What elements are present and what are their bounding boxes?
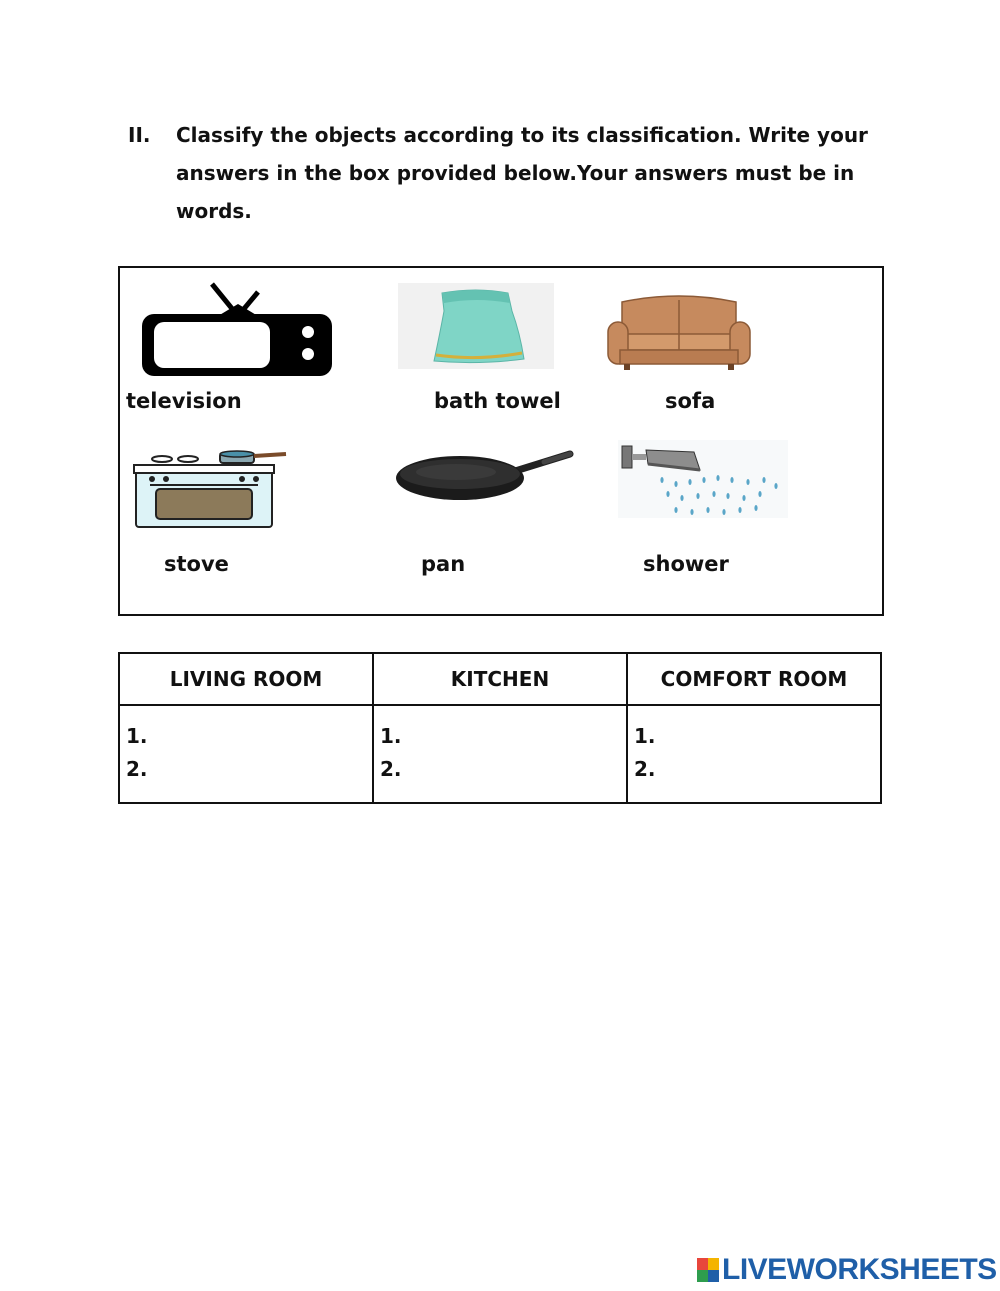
answer-line-2: 2. [380,757,402,781]
pan-icon [394,448,578,506]
answer-line-2: 2. [126,757,148,781]
header-kitchen: KITCHEN [373,653,627,705]
answer-cell-living-room[interactable] [119,705,373,803]
sofa-icon [606,292,752,372]
objects-box [118,266,884,616]
instruction [128,116,868,230]
table-row [119,705,881,803]
instruction-number: II. [128,123,151,147]
object-label-stove: stove [164,552,229,576]
stove-icon [132,449,290,529]
header-living-room: LIVING ROOM [119,653,373,705]
shower-icon [618,440,788,518]
answer-cell-comfort-room[interactable] [627,705,881,803]
answer-table [118,652,882,804]
answer-line-1: 1. [380,724,402,748]
object-label-shower: shower [643,552,729,576]
logo-text: LIVEWORKSHEETS [722,1253,997,1286]
television-icon [140,280,334,378]
object-label-television: television [126,389,242,413]
instruction-text: Classify the objects according to its classification. Write your answers in the box provided below.Your answers must be in words. [176,123,868,223]
header-comfort-room: COMFORT ROOM [627,653,881,705]
logo-mark-icon [697,1258,719,1282]
table-header-row [119,653,881,705]
object-label-sofa: sofa [665,389,716,413]
answer-line-1: 1. [634,724,656,748]
object-label-pan: pan [421,552,466,576]
object-label-bath-towel: bath towel [434,389,561,413]
liveworksheets-logo [697,1252,997,1288]
answer-line-1: 1. [126,724,148,748]
answer-line-2: 2. [634,757,656,781]
answer-cell-kitchen[interactable] [373,705,627,803]
bath-towel-icon [398,283,554,369]
